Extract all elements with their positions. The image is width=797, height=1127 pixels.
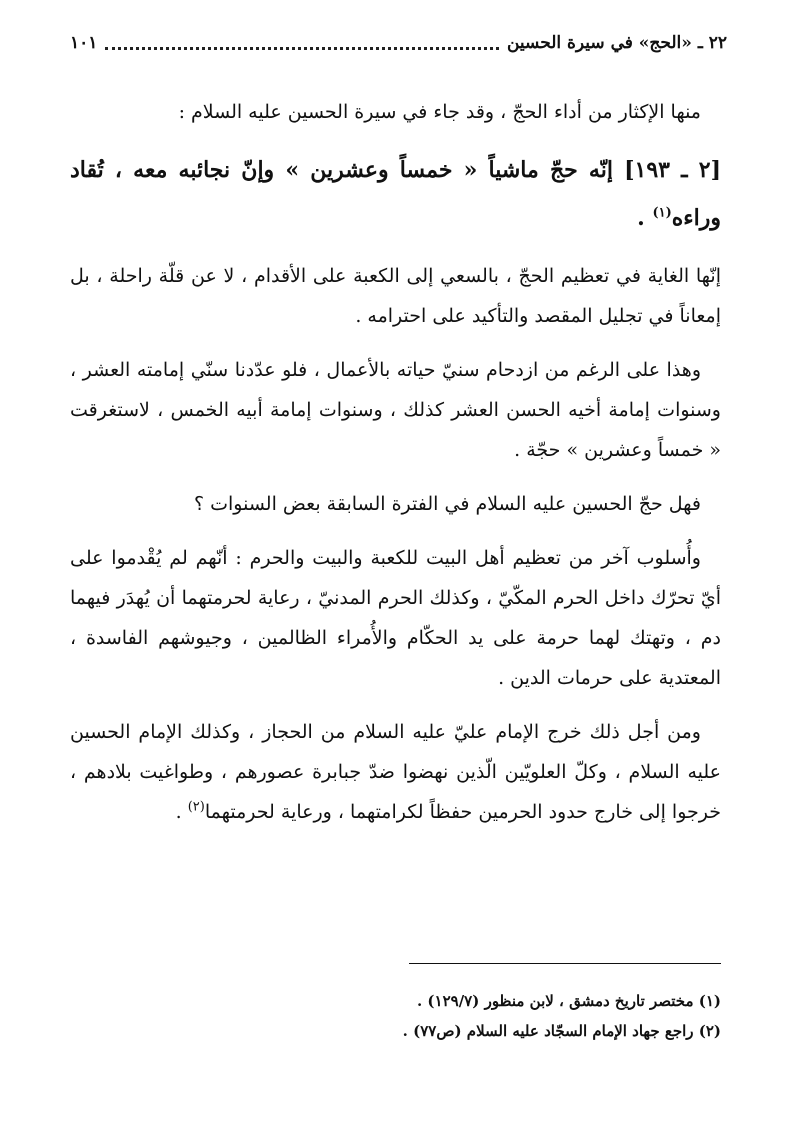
- footnote-1: (١) مختصر تاريخ دمشق ، لابن منظور (١٢٩/٧) .: [416, 992, 721, 1010]
- paragraph-5: وأُسلوب آخر من تعظيم أهل البيت للكعبة والبيت والحرم : أنّهم لم يُقْدموا على أيّ تحرّك داخل الحرم المكّيّ ، وكذلك الحرم المدنيّ ، رعاية لحرمتهما أن يُهدَر فيهما دم ، وتهتك لهما حرمة على يد الحكّام والأُمراء الظالمين ، وجيوشهم الفاسدة ، المعتدية على حرمات الدين .: [70, 547, 721, 689]
- running-header: [70, 30, 727, 56]
- paragraph-6-end: .: [175, 801, 188, 823]
- paragraph-3: وهذا على الرغم من ازدحام سنيّ حياته بالأعمال ، فلو عدّدنا سنّي إمامته العشر ، وسنوات إمامة أخيه الحسن العشر كذلك ، وسنوات إمامة أبيه الخمس ، لاستغرقت « خمساً وعشرين » حجّة .: [70, 359, 721, 461]
- footnote-ref-2: (٢): [187, 799, 205, 815]
- chapter-title: ٢٢ ـ «الحج» في سيرة الحسين: [506, 33, 727, 53]
- page-number: ١٠١: [70, 33, 98, 53]
- header-dot-leader: [105, 37, 499, 50]
- hadith-quote-text: [٢ ـ ١٩٣] إنّه حجّ ماشياً « خمساً وعشرين » وإنّ نجائبه معه ، تُقاد وراءه: [70, 157, 722, 231]
- main-text: [70, 92, 721, 846]
- paragraph-intro: منها الإكثار من أداء الحجّ ، وقد جاء في سيرة الحسين عليه السلام :: [178, 101, 701, 123]
- footnote-ref-1: (١): [652, 205, 672, 221]
- paragraph-4: فهل حجّ الحسين عليه السلام في الفترة السابقة بعض السنوات ؟: [194, 493, 701, 515]
- footnote-2: (٢) راجع جهاد الإمام السجّاد عليه السلام (ص٧٧) .: [402, 1022, 721, 1040]
- paragraph-2: إنّها الغاية في تعظيم الحجّ ، بالسعي إلى الكعبة على الأقدام ، لا عن قلّة راحلة ، بل إمعاناً في تجليل المقصد والتأكيد على احترامه .: [70, 265, 721, 327]
- footnote-separator: [409, 963, 721, 964]
- paragraph-6-text: ومن أجل ذلك خرج الإمام عليّ عليه السلام من الحجاز ، وكذلك الإمام الحسين عليه السلام ، وكلّ العلويّين الّذين نهضوا ضدّ جبابرة عصورهم ، وطواغيت بلادهم ، خرجوا إلى خارج حدود الحرمين حفظاً لكرامتهما ، ورعاية لحرمتهما: [70, 721, 721, 823]
- hadith-quote: [70, 146, 721, 242]
- footnotes: [70, 986, 721, 1046]
- paragraph-6: [70, 712, 721, 832]
- hadith-quote-end: .: [637, 205, 653, 231]
